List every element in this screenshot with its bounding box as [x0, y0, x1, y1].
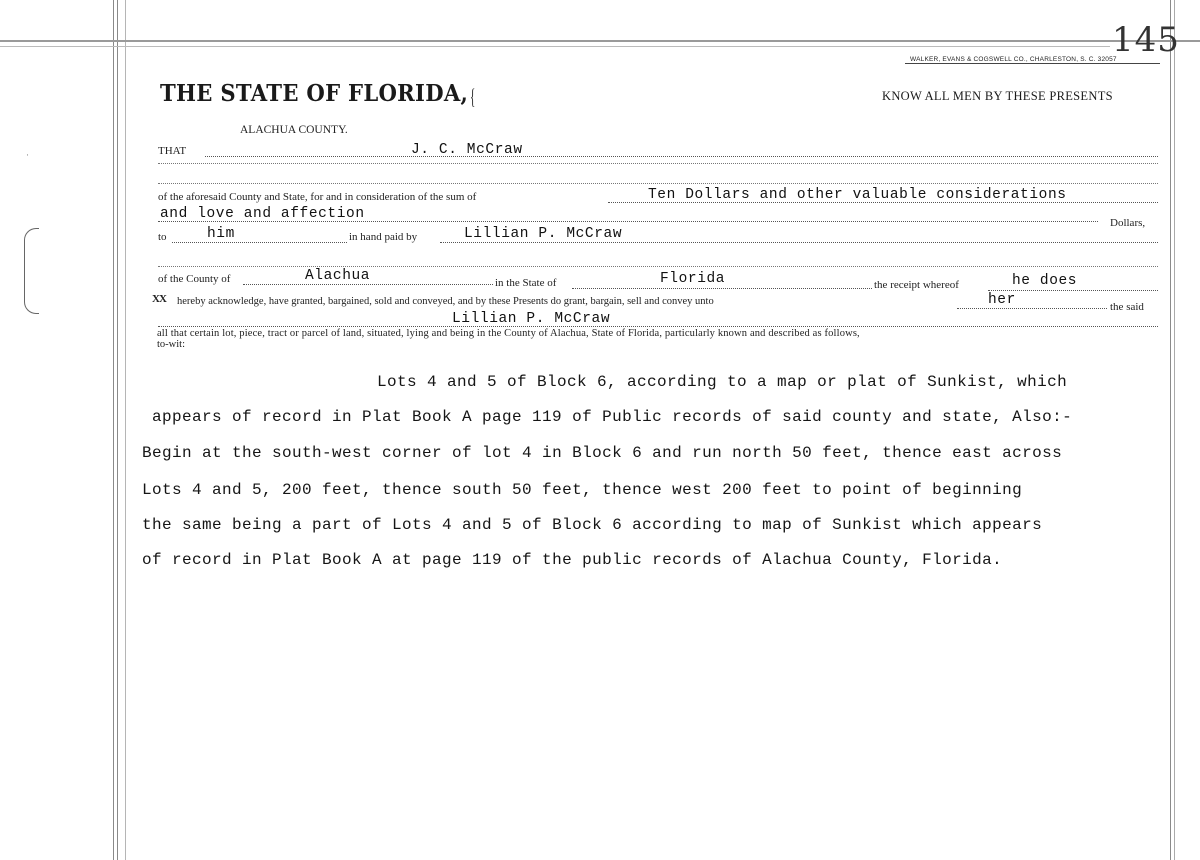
state-dots	[572, 288, 872, 289]
grantee-to: him	[207, 226, 235, 242]
left-margin-line-inner	[117, 0, 118, 860]
to-wit-label: to-wit:	[157, 339, 185, 350]
description-line-5: the same being a part of Lots 4 and 5 of Block 6 according to map of Sunkist which appears	[142, 516, 1043, 534]
that-dots	[205, 156, 1158, 157]
said-name-dots	[158, 326, 1158, 327]
page-number: 145	[1112, 20, 1180, 60]
description-line-2: appears of record in Plat Book A page 119 of Public records of said county and state, Also:-	[152, 408, 1073, 426]
county-dots	[243, 284, 493, 285]
description-line-3: Begin at the south-west corner of lot 4 in Block 6 and run north 50 feet, thence east across	[142, 444, 1063, 462]
line-rule	[158, 266, 1158, 267]
consideration-label: of the aforesaid County and State, for and in consideration of the sum of	[158, 191, 477, 203]
paid-by-label: in hand paid by	[349, 231, 418, 243]
description-line-1: Lots 4 and 5 of Block 6, according to a map or plat of Sunkist, which	[377, 373, 1068, 391]
all-that-label: all that certain lot, piece, tract or parcel of land, situated, lying and being in the County of Alachua, State of Florida, particularly known and described as follows,	[157, 328, 860, 339]
dollars-label: Dollars,	[1110, 217, 1146, 229]
description-line-4: Lots 4 and 5, 200 feet, thence south 50 feet, thence west 200 feet to point of beginning	[142, 481, 1023, 499]
right-margin-line-inner	[1174, 0, 1175, 860]
sum-line-1: Ten Dollars and other valuable considerations	[648, 187, 1067, 203]
margin-dot: ·	[26, 150, 29, 160]
line-rule	[158, 163, 1158, 164]
paid-by-name: Lillian P. McCraw	[464, 226, 623, 242]
to-dots	[172, 242, 347, 243]
unto-field: her	[988, 292, 1016, 308]
that-label: THAT	[158, 145, 187, 157]
printer-imprint: WALKER, EVANS & COGSWELL CO., CHARLESTON, S. C. 32057	[910, 56, 1117, 63]
struck-xx: XX	[152, 293, 166, 305]
receipt-dots	[988, 290, 1158, 291]
sum-line-2: and love and affection	[160, 206, 365, 222]
hereby-label: hereby acknowledge, have granted, bargained, sold and conveyed, and by these Presents do grant, bargain, sell and convey unto	[177, 296, 714, 307]
paid-by-dots	[440, 242, 1158, 243]
in-state-label: in the State of	[495, 277, 557, 289]
binding-bracket	[24, 228, 39, 314]
left-margin-line-faint	[125, 0, 126, 860]
said-name: Lillian P. McCraw	[452, 311, 611, 327]
receipt-label: the receipt whereof	[874, 279, 959, 291]
grantor-name: J. C. McCraw	[411, 142, 523, 158]
left-margin-line	[113, 0, 114, 860]
right-margin-line	[1170, 0, 1171, 860]
imprint-rule	[905, 63, 1160, 64]
county-brace: {	[470, 84, 476, 109]
county-heading: ALACHUA COUNTY.	[240, 124, 348, 136]
document-title: THE STATE OF FLORIDA,	[160, 80, 469, 107]
unto-dots	[957, 308, 1107, 309]
description-line-6: of record in Plat Book A at page 119 of the public records of Alachua County, Florida.	[142, 551, 1003, 569]
know-all-men: KNOW ALL MEN BY THESE PRESENTS	[882, 89, 1113, 103]
to-label: to	[158, 231, 167, 243]
of-county-label: of the County of	[158, 273, 231, 285]
the-said-label: the said	[1110, 301, 1144, 313]
top-border-line-2	[0, 46, 1110, 47]
top-border-line	[0, 40, 1200, 42]
receipt-field: he does	[1012, 273, 1078, 289]
line-rule	[158, 183, 1158, 184]
state-field: Florida	[660, 271, 726, 287]
county-field: Alachua	[305, 268, 371, 284]
